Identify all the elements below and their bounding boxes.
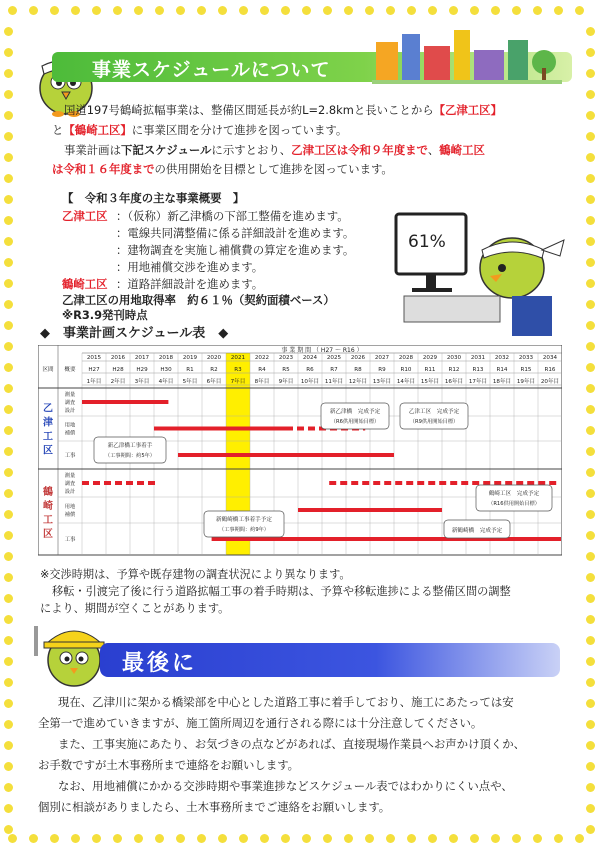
border-dot [575,834,584,843]
era-label: H28 [112,367,124,373]
nth-year-label: 12年目 [348,379,368,385]
border-dot [344,834,353,843]
border-dot [586,510,595,519]
year-label: 2019 [182,355,198,361]
nth-year-label: 3年目 [134,379,150,385]
border-dot [586,762,595,771]
border-dot [4,783,13,792]
border-dot [4,762,13,771]
era-label: H29 [136,367,148,373]
border-dot [586,699,595,708]
border-dot [554,834,563,843]
note-3: により、期間が空くことがあります。 [40,602,230,615]
border-dot [428,6,437,15]
era-label: R16 [544,367,556,373]
schedule-table [38,345,562,563]
callout-box [94,437,166,463]
row-label: 設計 [64,408,76,414]
border-dot [4,804,13,813]
row-label: 用地 [64,504,76,510]
otsu-item: ：電線共同溝整備に係る詳細設計を進めます。 [116,226,355,240]
outline-column-header: 概要 [64,367,76,373]
border-dot [302,834,311,843]
era-label: R14 [496,367,508,373]
intro-text: 国道197号鶴崎拡幅事業は、整備区間延長が約L=2.8kmと長いことから [64,103,434,117]
border-dot [586,636,595,645]
era-label: R2 [210,367,218,373]
year-label: 2017 [134,355,150,361]
border-dot [470,834,479,843]
border-dot [4,258,13,267]
year-label: 2015 [86,355,102,361]
border-dot [197,6,206,15]
section-name: 区 [43,445,53,457]
border-dot [407,6,416,15]
border-dot [586,153,595,162]
border-dot [50,834,59,843]
closing-line: なお、用地補償にかかる交渉時期や事業進捗などスケジュール表ではわかりにくい点や、 [58,779,513,793]
percent-display: 61% [408,232,446,252]
border-dot [4,279,13,288]
border-dot [4,405,13,414]
border-dot [586,657,595,666]
nth-year-label: 14年目 [396,379,416,385]
row-label: 調査 [64,400,76,406]
intro-text: と [52,123,64,137]
row-label: 工事 [64,453,76,459]
note-1: ※交渉時期は、予算や既存建物の調査状況により異なります。 [40,568,351,581]
acquisition-rate: 乙津工区の用地取得率 約６１％（契約面積ベース） [62,293,335,307]
section-column-header: 区間 [42,367,54,373]
callout-title: 新鶴崎橋 完成予定 [451,528,503,534]
border-dot [4,300,13,309]
border-dot [4,27,13,36]
tsurusaki-section-tag: 【鶴崎工区】 [63,123,132,137]
border-dot [113,834,122,843]
border-dot [4,363,13,372]
otsu-section-tag: 【乙津工区】 [433,103,502,117]
border-dot [586,111,595,120]
border-dot [4,447,13,456]
border-dot [586,783,595,792]
nth-year-label: 7年目 [230,379,246,385]
era-label: R1 [186,367,194,373]
border-dot [4,342,13,351]
year-label: 2022 [254,355,270,361]
border-dot [512,834,521,843]
callout-title: 乙津工区 完成予定 [408,409,460,415]
tsurusaki-label: 鶴崎工区 [62,277,108,291]
border-dot [281,6,290,15]
tsurusaki-target: は令和１６年度まで [52,162,155,176]
border-dot [92,6,101,15]
border-dot [323,834,332,843]
otsu-target: 乙津工区は令和９年度まで [291,143,428,157]
border-dot [586,573,595,582]
section-name: 乙 [43,403,53,415]
era-label: R6 [306,367,314,373]
border-dot [586,195,595,204]
otsu-label: 乙津工区 [62,209,108,223]
border-dot [29,6,38,15]
callout-subtitle: （工事期間：約9年） [219,527,269,533]
border-dot [449,6,458,15]
year-label: 2033 [518,355,534,361]
border-dot [586,678,595,687]
border-dot [586,594,595,603]
year-label: 2021 [230,355,246,361]
border-dot [260,834,269,843]
callout-box [321,403,389,429]
border-dot [586,447,595,456]
border-dot [586,132,595,141]
intro-line-2 [52,121,347,140]
schedule-title: ◆ 事業計画スケジュール表 ◆ [40,326,229,341]
border-dot [586,279,595,288]
border-dot [4,174,13,183]
row-label: 補償 [64,512,76,518]
border-dot [586,300,595,309]
border-dot [239,834,248,843]
era-label: R4 [258,367,266,373]
era-label: R10 [400,367,412,373]
border-dot [4,636,13,645]
border-dot [50,6,59,15]
period-header: 事 業 期 間 （ H27 ～ R16 ） [281,347,363,354]
row-label: 測量 [64,392,76,398]
border-dot [386,834,395,843]
border-dot [176,6,185,15]
year-label: 2029 [422,355,438,361]
border-dot [4,384,13,393]
border-dot [586,363,595,372]
border-dot [586,489,595,498]
border-dot [449,834,458,843]
border-dot [4,825,13,834]
era-label: H27 [88,367,100,373]
border-dot [4,489,13,498]
era-label: R8 [354,367,362,373]
border-dot [218,834,227,843]
border-dot [365,834,374,843]
border-dot [554,6,563,15]
nth-year-label: 20年目 [540,379,560,385]
callout-box [476,485,552,511]
callout-title: 新鶴崎橋工事着手予定 [216,517,272,523]
mascot-helmet-icon [30,612,110,692]
callout-subtitle: （工事期間：約5年） [105,453,155,459]
callout-title: 新乙津橋工事着手 [107,443,153,449]
border-dot [575,6,584,15]
border-dot [8,6,17,15]
border-dot [4,657,13,666]
section-name: 区 [43,529,53,540]
border-dot [71,834,80,843]
era-label: R11 [424,367,436,373]
section-name: 崎 [43,501,53,512]
border-dot [586,321,595,330]
callout-title: 鶴崎工区 完成予定 [488,491,540,497]
border-dot [4,741,13,750]
border-dot [4,132,13,141]
border-dot [155,6,164,15]
border-dot [218,6,227,15]
border-dot [176,834,185,843]
closing-line: お手数ですが土木事務所まで連絡をお願いします。 [38,758,300,772]
era-label: H30 [160,367,172,373]
nth-year-label: 4年目 [158,379,174,385]
section-name: 工 [43,431,53,443]
intro-line-4 [52,160,393,179]
intro-text: に事業区間を分けて進捗を図っています。 [131,123,348,137]
border-dot [4,699,13,708]
border-dot [470,6,479,15]
nth-year-label: 18年目 [492,379,512,385]
nth-year-label: 1年目 [86,379,102,385]
era-label: R5 [282,367,290,373]
border-dot [586,258,595,267]
border-dot [4,69,13,78]
border-dot [197,834,206,843]
page-title: 事業スケジュールについて [92,59,331,81]
row-label: 補償 [64,430,76,437]
border-dot [323,6,332,15]
year-label: 2034 [542,355,558,361]
border-dot [586,804,595,813]
border-dot [586,27,595,36]
row-label: 工事 [64,537,76,543]
year-label: 2027 [374,355,390,361]
nth-year-label: 13年目 [372,379,392,385]
era-label: R15 [520,367,532,373]
border-dot [4,573,13,582]
border-dot [407,834,416,843]
year-label: 2024 [302,355,318,361]
border-dot [586,825,595,834]
border-dot [155,834,164,843]
year-label: 2016 [110,355,126,361]
year-label: 2028 [398,355,414,361]
rate-note: ※R3.9発刊時点 [62,308,148,322]
tsurusaki-item: ：道路詳細設計を進めます。 [116,277,264,291]
year-label: 2031 [470,355,486,361]
year-label: 2030 [446,355,462,361]
era-label: R3 [234,367,242,373]
callout-subtitle: （R9供用開始目標） [409,419,459,425]
row-label: 設計 [64,489,76,495]
nth-year-label: 5年目 [182,379,198,385]
border-dot [586,384,595,393]
border-dot [512,6,521,15]
year-label: 2025 [326,355,342,361]
border-dot [134,834,143,843]
border-dot [29,834,38,843]
section-name: 津 [43,417,53,429]
border-dot [4,321,13,330]
era-label: R12 [448,367,460,373]
border-dot [4,216,13,225]
intro-text: 事業計画は [64,143,121,157]
row-label: 測量 [64,473,76,479]
callout-box [400,403,468,429]
nth-year-label: 15年目 [420,379,440,385]
nth-year-label: 9年目 [278,379,294,385]
border-dot [586,69,595,78]
border-dot [113,6,122,15]
nth-year-label: 6年目 [206,379,222,385]
year-label: 2026 [350,355,366,361]
otsu-item: ：建物調査を実施し補償費の算定を進めます。 [116,243,355,257]
border-dot [302,6,311,15]
border-dot [586,90,595,99]
closing-line: 個別に相談がありましたら、土木事務所までご連絡をお願いします。 [38,800,391,814]
border-dot [386,6,395,15]
border-dot [4,531,13,540]
border-dot [491,6,500,15]
border-dot [4,426,13,435]
nth-year-label: 2年目 [110,379,126,385]
border-dot [4,678,13,687]
border-dot [586,468,595,477]
intro-line-3 [64,141,485,160]
tsurusaki-target: 鶴崎工区 [439,143,485,157]
border-dot [586,216,595,225]
border-dot [586,741,595,750]
intro-line-1 [64,101,502,120]
callout-subtitle: （R16供用開始目標） [488,501,540,507]
border-dot [586,552,595,561]
year-label: 2032 [494,355,510,361]
row-label: 用地 [64,422,76,429]
border-dot [4,552,13,561]
border-dot [586,531,595,540]
border-dot [586,237,595,246]
border-dot [8,834,17,843]
border-dot [4,510,13,519]
border-dot [586,342,595,351]
border-dot [428,834,437,843]
otsu-item: ：（仮称）新乙津橋の下部工整備を進めます。 [116,209,349,223]
townscape-icon [372,28,562,86]
border-dot [4,153,13,162]
border-dot [4,48,13,57]
intro-text-bold: 下記スケジュール [120,143,212,157]
section-name: 鶴 [43,487,53,498]
closing-title: 最後に [122,651,198,676]
border-dot [4,90,13,99]
note-2: 移転・引渡完了後に行う道路拡幅工事の着手時期は、予算や移転進捗による整備区間の調整 [52,585,511,598]
nth-year-label: 19年目 [516,379,536,385]
border-dot [586,426,595,435]
border-dot [586,174,595,183]
closing-line: 全第一で進めていきますが、施工箇所周辺を通行される際には十分注意してください。 [38,716,483,730]
nth-year-label: 16年目 [444,379,464,385]
era-label: R7 [330,367,338,373]
summary-heading: 【 令和３年度の主な事業概要 】 [62,191,245,205]
nth-year-label: 17年目 [468,379,488,385]
border-dot [4,615,13,624]
year-label: 2023 [278,355,294,361]
nth-year-label: 10年目 [300,379,320,385]
border-dot [4,111,13,120]
callout-subtitle: （R6供用開始目標） [330,419,380,425]
closing-line: 現在、乙津川に架かる橋梁部を中心とした道路工事に着手しており、施工にあたっては安 [58,695,514,709]
closing-line: また、工事実施にあたり、お気づきの点などがあれば、直接現場作業員へお声かけ頂くか、 [58,737,526,751]
callout-title: 新乙津橋 完成予定 [329,409,381,415]
border-dot [4,468,13,477]
year-label: 2018 [158,355,174,361]
border-dot [344,6,353,15]
border-dot [134,6,143,15]
border-dot [281,834,290,843]
callout-box [204,511,284,537]
border-dot [586,405,595,414]
border-dot [586,720,595,729]
otsu-item: ：用地補償交渉を進めます。 [116,260,264,274]
mascot-computer-icon [392,210,570,340]
border-dot [586,615,595,624]
border-dot [4,720,13,729]
border-dot [4,195,13,204]
border-dot [4,594,13,603]
border-dot [365,6,374,15]
intro-text: 、 [427,143,440,157]
border-dot [92,834,101,843]
border-dot [260,6,269,15]
era-label: R9 [378,367,386,373]
nth-year-label: 11年目 [324,379,344,385]
section-name: 工 [43,515,53,526]
era-label: R13 [472,367,484,373]
border-dot [491,834,500,843]
border-dot [71,6,80,15]
border-dot [239,6,248,15]
border-dot [4,237,13,246]
nth-year-label: 8年目 [254,379,270,385]
year-label: 2020 [206,355,222,361]
border-dot [533,6,542,15]
border-dot [586,48,595,57]
intro-text: に示すとおり、 [211,143,292,157]
row-label: 調査 [64,481,76,487]
border-dot [533,834,542,843]
intro-text: の供用開始を目標として進捗を図っています。 [154,162,393,176]
